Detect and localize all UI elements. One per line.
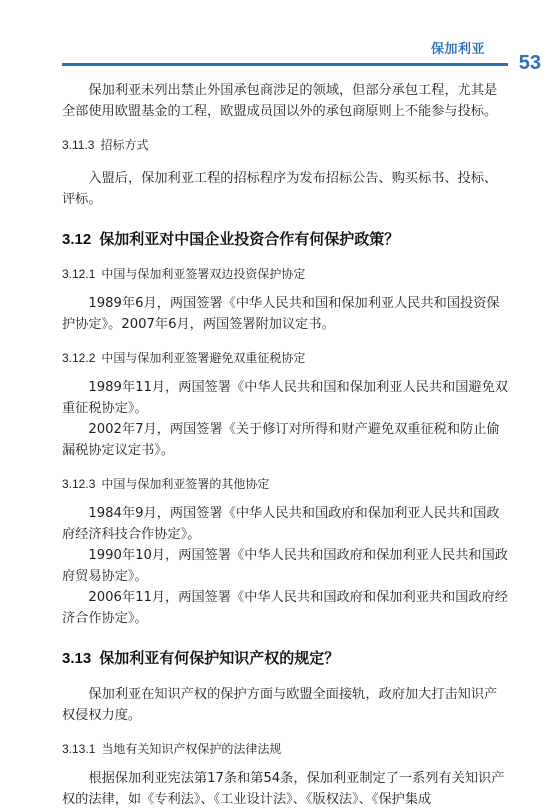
paragraph-agreement-1990: 1990年10月，两国签署《中华人民共和国政府和保加利亚人民共和国政府贸易协定》。 xyxy=(62,548,508,584)
section-title: 保加利亚对中国企业投资合作有何保护政策？ xyxy=(99,230,400,248)
section-number: 3.12.2 xyxy=(62,351,96,365)
subheading-3-12-3 xyxy=(62,475,508,493)
section-title: 招标方式 xyxy=(100,138,149,152)
heading-3-12 xyxy=(62,228,508,251)
subheading-3-12-2 xyxy=(62,349,508,367)
section-title: 中国与保加利亚签署双边投资保护协定 xyxy=(101,267,306,281)
running-header-title: 保加利亚 xyxy=(430,42,485,57)
section-number: 3.13 xyxy=(62,650,92,667)
paragraph-bidding-procedure: 入盟后，保加利亚工程的招标程序为发布招标公告、购买标书、投标、评标。 xyxy=(62,171,498,207)
section-title: 保加利亚有何保护知识产权的规定？ xyxy=(99,649,340,667)
paragraph-double-taxation-1989: 1989年11月，两国签署《中华人民共和国和保加利亚人民共和国避免双重征税协定》。 xyxy=(62,380,508,416)
paragraph-ip-laws: 根据保加利亚宪法第17条和第54条，保加利亚制定了一系列有关知识产权的法律，如《专利法》、《工业设计法》、《版权法》、《保护集成 xyxy=(62,771,505,807)
page-body xyxy=(62,80,508,810)
section-number: 3.12 xyxy=(62,231,92,248)
section-number: 3.11.3 xyxy=(62,138,95,152)
paragraph-investment-protection: 1989年6月，两国签署《中华人民共和国和保加利亚人民共和国投资保护协定》。2007年6月，两国签署附加议定书。 xyxy=(62,296,500,332)
paragraph-agreement-1984: 1984年9月，两国签署《中华人民共和国政府和保加利亚人民共和国政府经济科技合作协定》。 xyxy=(62,506,500,542)
section-title: 中国与保加利亚签署避免双重征税协定 xyxy=(101,351,306,365)
section-number: 3.12.3 xyxy=(62,477,96,491)
section-title: 当地有关知识产权保护的法律法规 xyxy=(101,742,282,756)
paragraph-ip-protection: 保加利亚在知识产权的保护方面与欧盟全面接轨，政府加大打击知识产权侵权力度。 xyxy=(62,687,498,723)
subheading-3-12-1 xyxy=(62,265,508,283)
section-number: 3.12.1 xyxy=(62,267,96,281)
section-title: 中国与保加利亚签署的其他协定 xyxy=(101,477,270,491)
paragraph-contracting-restrictions: 保加利亚未列出禁止外国承包商涉足的领域，但部分承包工程，尤其是全部使用欧盟基金的工程，欧盟成员国以外的承包商原则上不能参与投标。 xyxy=(62,83,498,119)
paragraph-double-taxation-2002: 2002年7月，两国签署《关于修订对所得和财产避免双重征税和防止偷漏税协定议定书》。 xyxy=(62,422,500,458)
subheading-3-13-1 xyxy=(62,740,508,758)
section-number: 3.13.1 xyxy=(62,742,96,756)
subheading-3-11-3 xyxy=(62,136,508,154)
header-divider xyxy=(62,63,508,66)
page-number: 53 xyxy=(518,52,541,74)
paragraph-agreement-2006: 2006年11月，两国签署《中华人民共和国政府和保加利亚共和国政府经济合作协定》。 xyxy=(62,590,508,626)
heading-3-13 xyxy=(62,647,508,670)
